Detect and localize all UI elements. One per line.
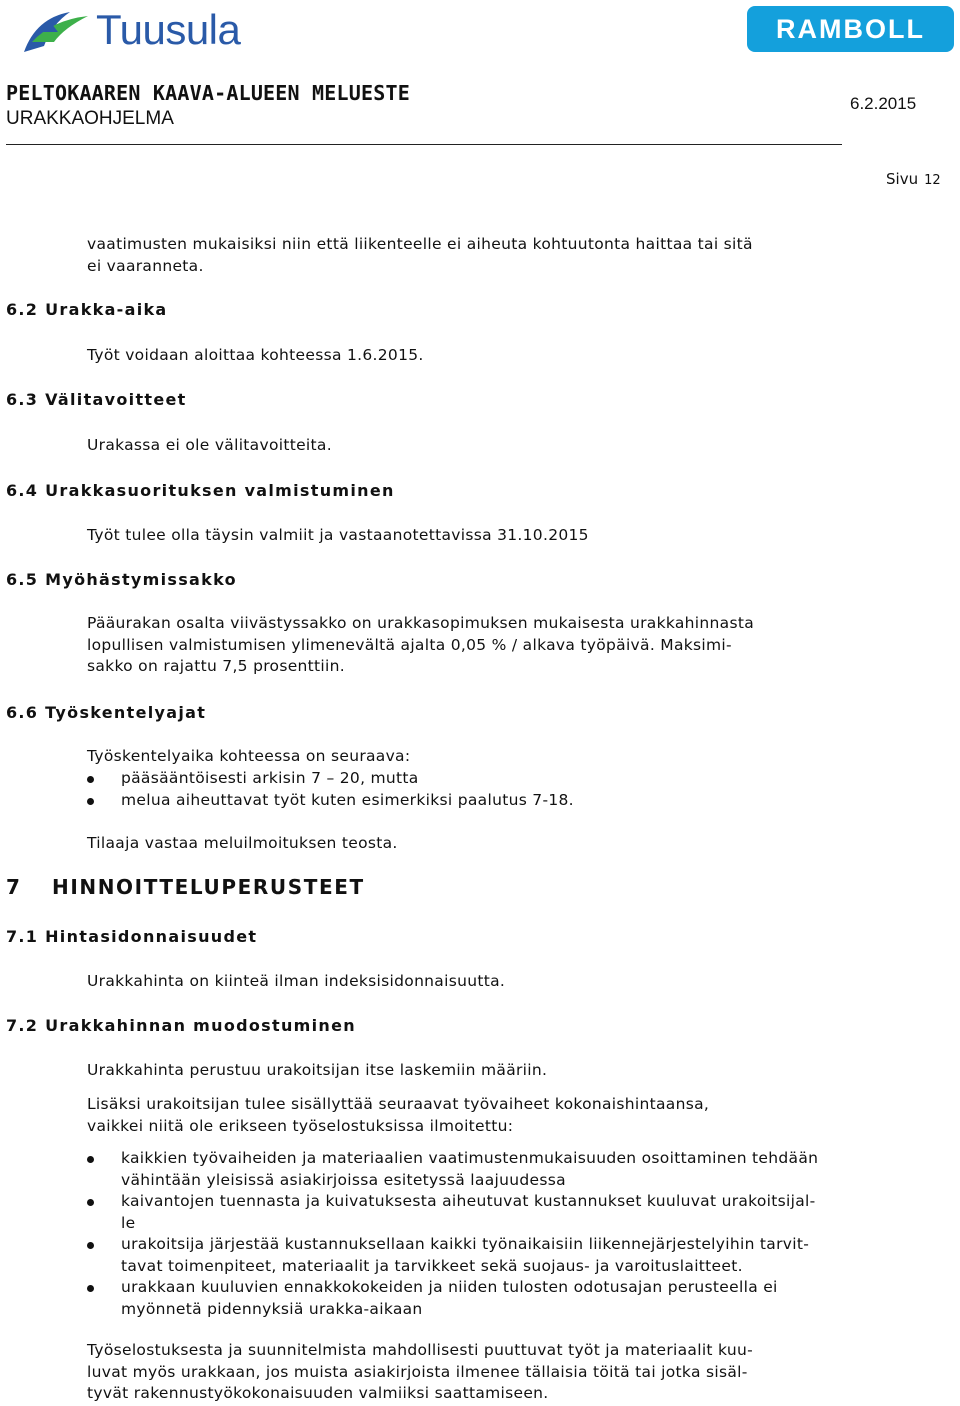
document-subtitle: URAKKAOHJELMA [6, 108, 174, 129]
bullet-icon [87, 776, 94, 783]
section-6-4-text: Työt tulee olla täysin valmiit ja vastaanotettavissa 31.10.2015 [87, 526, 589, 544]
page-number-value: 12 [924, 173, 941, 188]
text-line: luvat myös urakkaan, jos muista asiakirjoista ilmenee tällaisia töitä tai jotka sisäl- [87, 1362, 748, 1381]
text-line: tyvät rakennustyökokonaisuuden valmiiksi saattamiseen. [87, 1384, 549, 1402]
page-number [886, 170, 941, 188]
section-heading-6-3: 6.3 Välitavoitteet [6, 390, 187, 409]
list-item-text: pääsääntöisesti arkisin 7 – 20, mutta [121, 769, 419, 787]
list-item-text: myönnetä pidennyksiä urakka-aikaan [121, 1299, 423, 1318]
bullet-icon [87, 1242, 94, 1249]
section-7-2-paragraph [87, 1094, 887, 1137]
section-6-6-note: Tilaaja vastaa meluilmoituksen teosta. [87, 834, 398, 852]
page-label: Sivu [886, 170, 919, 188]
section-7-1-text: Urakkahinta on kiinteä ilman indeksisidonnaisuutta. [87, 972, 506, 990]
text-line: sakko on rajattu 7,5 prosenttiin. [87, 657, 345, 675]
text-line: vaatimusten mukaisiksi niin että liikenteelle ei aiheuta kohtuutonta haittaa tai sitä [87, 235, 753, 253]
ramboll-logo [747, 6, 954, 52]
list-item-text: urakkaan kuuluvien ennakkokokeiden ja niiden tulosten odotusajan perusteella ei [121, 1278, 778, 1296]
section-6-6-intro: Työskentelyaika kohteessa on seuraava: [87, 747, 411, 765]
list-item-text: vähintään yleisissä asiakirjoissa esitetyssä laajuudessa [121, 1170, 566, 1189]
section-heading-7-1: 7.1 Hintasidonnaisuudet [6, 927, 258, 946]
ramboll-logo-text: RAMBOLL [776, 14, 925, 44]
text-line: Lisäksi urakoitsijan tulee sisällyttää seuraavat työvaiheet kokonaishintaansa, [87, 1095, 710, 1113]
list-item-text: urakoitsija järjestää kustannuksellaan kaikki työnaikaisiin liikennejärjestelyihin tarvit- [121, 1235, 810, 1253]
tuusula-logo [18, 2, 293, 60]
section-heading-6-6: 6.6 Työskentelyajat [6, 703, 207, 722]
section-heading-7-2: 7.2 Urakkahinnan muodostuminen [6, 1016, 356, 1035]
section-heading-6-4: 6.4 Urakkasuorituksen valmistuminen [6, 481, 395, 500]
bullet-icon [87, 1285, 94, 1292]
list-item-text: kaivantojen tuennasta ja kuivatuksesta aiheutuvat kustannukset kuuluvat urakoitsijal- [121, 1192, 816, 1210]
document-date: 6.2.2015 [850, 94, 917, 113]
list-item-text: le [121, 1213, 136, 1232]
header-divider [6, 144, 842, 145]
list-item-text: kaikkien työvaiheiden ja materiaalien vaatimustenmukaisuuden osoittaminen tehdään [121, 1149, 819, 1167]
chapter-title: HINNOITTELUPERUSTEET [52, 875, 365, 899]
bullet-icon [87, 1199, 94, 1206]
list-item-text: tavat toimenpiteet, materiaalit ja tarvikkeet sekä suojaus- ja varoituslaitteet. [121, 1256, 743, 1275]
section-6-2-text: Työt voidaan aloittaa kohteessa 1.6.2015. [87, 346, 424, 364]
tuusula-logo-text: Tuusula [96, 6, 241, 53]
text-line: Työselostuksesta ja suunnitelmista mahdollisesti puuttuvat työt ja materiaalit kuu- [87, 1341, 753, 1359]
bullet-icon [87, 1156, 94, 1163]
section-7-2-text: Urakkahinta perustuu urakoitsijan itse laskemiin määriin. [87, 1061, 548, 1079]
text-line: lopullisen valmistumisen ylimenevältä ajalta 0,05 % / alkava työpäivä. Maksimi- [87, 635, 732, 654]
section-heading-6-2: 6.2 Urakka-aika [6, 300, 168, 319]
section-6-5-paragraph [87, 613, 887, 678]
list-item-text: melua aiheuttavat työt kuten esimerkiksi paalutus 7-18. [121, 791, 574, 809]
text-line: ei vaaranneta. [87, 256, 204, 275]
intro-paragraph [87, 234, 887, 277]
chapter-number: 7 [6, 875, 22, 899]
chapter-heading-7 [6, 875, 365, 899]
section-7-2-final-paragraph [87, 1340, 887, 1405]
tuusula-swoosh-icon [18, 2, 98, 60]
section-heading-6-5: 6.5 Myöhästymissakko [6, 570, 237, 589]
text-line: Pääurakan osalta viivästyssakko on urakkasopimuksen mukaisesta urakkahinnasta [87, 614, 754, 632]
bullet-icon [87, 798, 94, 805]
section-6-3-text: Urakassa ei ole välitavoitteita. [87, 436, 332, 454]
text-line: vaikkei niitä ole erikseen työselostuksissa ilmoitettu: [87, 1116, 514, 1135]
document-title: PELTOKAAREN KAAVA-ALUEEN MELUESTE [6, 81, 410, 105]
